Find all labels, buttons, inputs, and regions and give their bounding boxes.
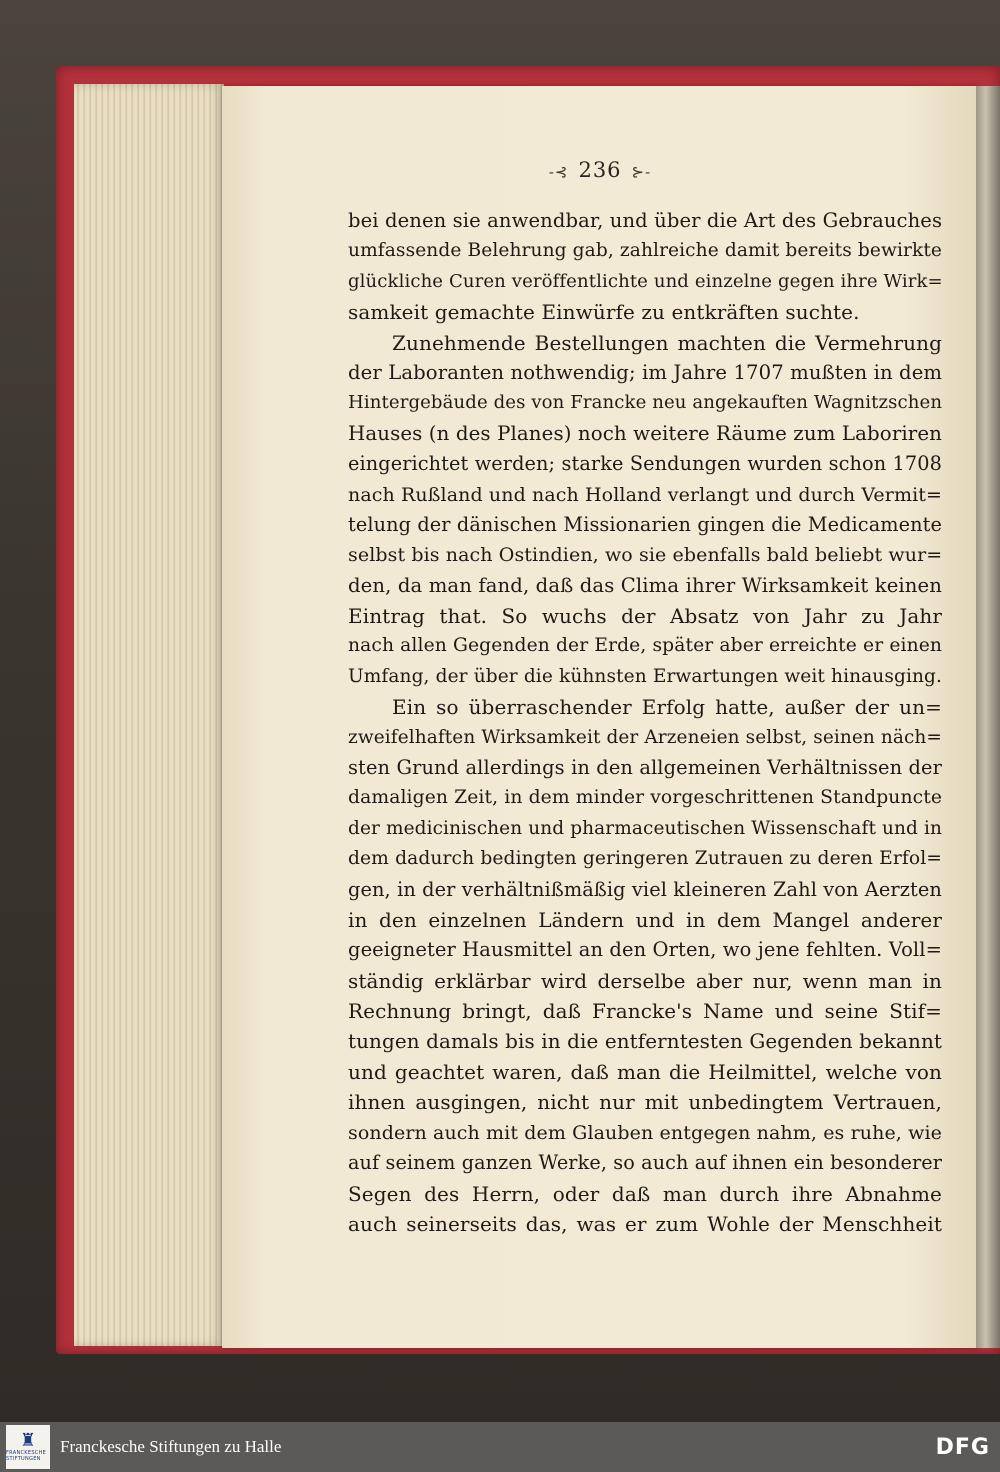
text-line: Rechnung bringt, daß Francke's Name und seine Stif= [348,999,942,1024]
text-line: ständig erklärbar wird derselbe aber nur, wenn man in [348,968,942,993]
text-line: Umfang, der über die kühnsten Erwartungen weit hinausging. [348,665,942,687]
text-line: Eintrag that. So wuchs der Absatz von Jahr zu Jahr [348,604,942,629]
text-line: bei denen sie anwendbar, und über die Art des Gebrauches [348,209,943,232]
institution-logo [6,1425,50,1469]
text-line: auch seinerseits das, was er zum Wohle der Menschheit [348,1211,942,1236]
institution-name: Franckesche Stiftungen zu Halle [60,1437,282,1456]
text-line: dem dadurch bedingten geringeren Zutrauen zu deren Erfol= [348,848,942,870]
building-icon: ♜ [19,1430,37,1451]
ornament-right: ⊱- [631,163,652,181]
text-line: glückliche Curen veröffentlichte und einzelne gegen ihre Wirk= [348,270,943,292]
text-line: der medicinischen und pharmaceutischen Wissenschaft und in [348,817,942,839]
text-line: nach allen Gegenden der Erde, später aber erreichte er einen [348,635,942,657]
text-line: nach Rußland und nach Holland verlangt und durch Vermit= [348,483,942,506]
page-edges [74,84,224,1346]
text-line: der Laboranten nothwendig; im Jahre 1707 mußten in dem [348,360,943,384]
text-line: telung der dänischen Missionarien gingen die Medicamente [348,512,942,536]
text-line: Ein so überraschender Erfolg hatte, außer der un= [392,695,942,720]
text-line: umfassende Belehrung gab, zahlreiche damit bereits bewirkte [348,240,942,262]
dfg-logo: DFG [935,1434,990,1460]
body-text [348,206,942,1239]
text-line: auf seinem ganzen Werke, so auch auf ihnen ein besonderer [348,1151,942,1175]
page-number-header [222,158,978,182]
text-line: und geachtet waren, daß man die Heilmittel, welche von [348,1059,942,1084]
text-line: damaligen Zeit, in dem minder vorgeschrittenen Standpuncte [348,787,942,809]
text-line: selbst bis nach Ostindien, wo sie ebenfalls bald beliebt wur= [348,544,943,567]
book-page [222,86,978,1348]
text-line: Hauses (n des Planes) noch weitere Räume zum Laboriren [348,421,942,445]
text-line: den, da man fand, daß das Clima ihrer Wirksamkeit keinen [348,573,942,597]
text-line: eingerichtet werden; starke Sendungen wurden schon 1708 [348,452,942,476]
text-line: in den einzelnen Ländern und in dem Mangel anderer [348,907,942,932]
text-line: ihnen ausgingen, nicht nur mit unbedingtem Vertrauen, [348,1090,942,1115]
logo-text: FRANCKESCHE STIFTUNGEN [6,1450,47,1462]
right-page-edge [976,86,1000,1348]
text-line: tungen damals bis in die entferntesten Gegenden bekannt [348,1029,942,1053]
text-line: zweifelhaften Wirksamkeit der Arzeneien selbst, seinen näch= [348,726,942,748]
text-line: samkeit gemachte Einwürfe zu entkräften suchte. [348,300,860,325]
text-line: sondern auch mit dem Glauben entgegen nahm, es ruhe, wie [348,1121,942,1144]
ornament-left: -⊰ [548,163,569,181]
text-line: Segen des Herrn, oder daß man durch ihre Abnahme [348,1181,942,1206]
text-line: geeigneter Hausmittel an den Orten, wo jene fehlten. Voll= [348,938,942,962]
text-line: gen, in der verhältnißmäßig viel kleineren Zahl von Aerzten [348,877,942,901]
text-line: Hintergebäude des von Francke neu angekauften Wagnitzschen [348,392,943,414]
page-number: 236 [578,158,622,182]
text-line: Zunehmende Bestellungen machten die Vermehrung [392,330,942,355]
text-line: sten Grund allerdings in den allgemeinen Verhältnissen der [348,756,942,780]
footer-bar [0,1422,1000,1472]
